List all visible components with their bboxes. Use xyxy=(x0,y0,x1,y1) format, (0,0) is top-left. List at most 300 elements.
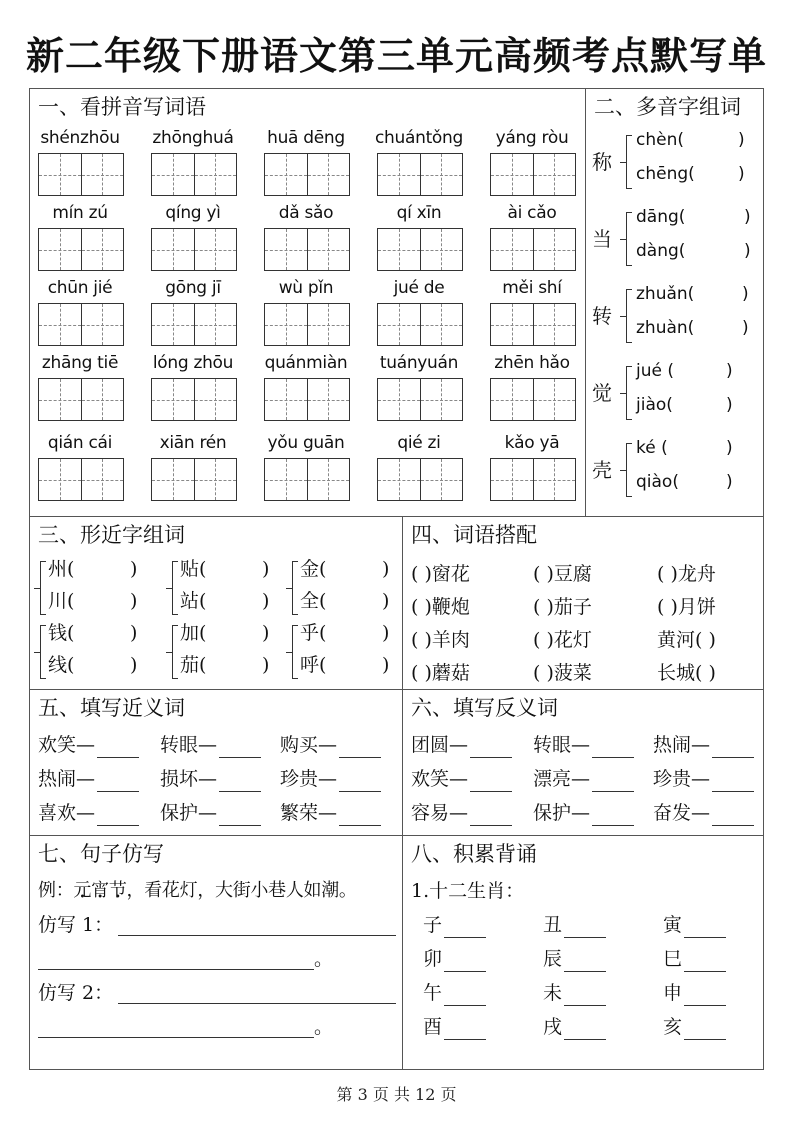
zodiac-row xyxy=(423,980,753,1008)
answer-blank[interactable] xyxy=(592,772,634,792)
word-item xyxy=(653,800,754,826)
pinyin-row xyxy=(38,127,578,202)
tianzige-cell[interactable] xyxy=(82,304,124,345)
tianzige-cell[interactable] xyxy=(491,154,534,195)
answer-blank[interactable] xyxy=(444,1020,486,1040)
tianzige-cell[interactable] xyxy=(82,379,124,420)
answer-blank[interactable] xyxy=(219,738,261,758)
reading-label: dāng( xyxy=(636,207,686,227)
tianzige-cell[interactable] xyxy=(82,154,124,195)
polyphone-char: 当 xyxy=(592,227,612,251)
tianzige-cell[interactable] xyxy=(421,379,463,420)
section-similar-chars xyxy=(30,517,403,690)
tianzige-cell[interactable] xyxy=(265,229,308,270)
matching-row xyxy=(411,594,761,620)
word-row xyxy=(411,766,761,794)
tianzige-box[interactable] xyxy=(38,378,124,421)
tianzige-box[interactable] xyxy=(264,153,350,196)
tianzige-cell[interactable] xyxy=(265,379,308,420)
answer-blank[interactable] xyxy=(592,738,634,758)
word-label: 欢笑— xyxy=(411,768,469,790)
tianzige-cell[interactable] xyxy=(534,154,576,195)
answer-blank[interactable] xyxy=(339,738,381,758)
tianzige-box[interactable] xyxy=(38,303,124,346)
pinyin-label: gōng jī xyxy=(165,278,221,298)
dotted-char: 宵 xyxy=(91,880,109,901)
brace-icon xyxy=(166,561,178,615)
polyphone-reading[interactable] xyxy=(636,129,752,151)
tianzige-box[interactable] xyxy=(377,303,463,346)
tianzige-cell[interactable] xyxy=(195,304,237,345)
tianzige-cell[interactable] xyxy=(491,229,534,270)
section-synonyms xyxy=(30,690,403,836)
word-label: 奋发— xyxy=(653,802,711,824)
answer-blank[interactable] xyxy=(470,806,512,826)
reading-label: jué ( xyxy=(636,361,674,381)
tianzige-cell[interactable] xyxy=(378,304,421,345)
answer-blank[interactable] xyxy=(470,772,512,792)
tianzige-box[interactable] xyxy=(38,228,124,271)
tianzige-cell[interactable] xyxy=(308,154,350,195)
word-label: 欢笑— xyxy=(38,734,96,756)
polyphone-item xyxy=(592,360,762,428)
answer-blank[interactable] xyxy=(712,772,754,792)
tianzige-cell[interactable] xyxy=(39,229,82,270)
brace-icon xyxy=(620,443,632,497)
word-label: 转眼— xyxy=(160,734,218,756)
close-paren: ) xyxy=(726,472,733,492)
similar-char-group xyxy=(34,557,154,623)
section-title: 七、句子仿写 xyxy=(38,842,164,866)
brace-bar xyxy=(292,625,298,679)
pinyin-label: huā dēng xyxy=(267,128,345,148)
tianzige-cell[interactable] xyxy=(308,229,350,270)
answer-blank[interactable] xyxy=(684,1020,726,1040)
brace-icon xyxy=(620,289,632,343)
pinyin-label: wù pǐn xyxy=(278,278,334,298)
word-item xyxy=(38,732,139,758)
brace-bar xyxy=(626,443,632,497)
zodiac-char: 亥 xyxy=(663,1016,683,1038)
answer-line-2a[interactable] xyxy=(118,980,396,1004)
pinyin-label: měi shí xyxy=(502,278,562,298)
pinyin-label: zhēn hǎo xyxy=(494,353,570,373)
word-item xyxy=(653,732,754,758)
tianzige-cell[interactable] xyxy=(534,304,576,345)
tianzige-cell[interactable] xyxy=(378,229,421,270)
brace-bar xyxy=(40,561,46,615)
tianzige-box[interactable] xyxy=(151,458,237,501)
word-label: 保护— xyxy=(160,802,218,824)
tianzige-cell[interactable] xyxy=(491,304,534,345)
similar-char-entry[interactable] xyxy=(180,589,280,613)
answer-blank[interactable] xyxy=(564,1020,606,1040)
answer-blank[interactable] xyxy=(712,738,754,758)
char-label: 乎( xyxy=(300,622,327,644)
imitation-prompt-1: 仿写 1： xyxy=(38,914,114,936)
similar-char-entry[interactable] xyxy=(300,589,400,613)
matching-row xyxy=(411,627,761,653)
pinyin-label: qián cái xyxy=(47,433,113,453)
worksheet-frame xyxy=(29,88,764,1070)
polyphone-reading[interactable] xyxy=(636,206,758,228)
period: 。 xyxy=(314,1016,334,1038)
tianzige-box[interactable] xyxy=(264,228,350,271)
similar-char-entry[interactable] xyxy=(180,557,280,581)
similar-char-entry[interactable] xyxy=(48,589,148,613)
tianzige-cell[interactable] xyxy=(152,229,195,270)
pinyin-label: yáng ròu xyxy=(495,128,569,148)
tianzige-box[interactable] xyxy=(377,153,463,196)
polyphone-char: 转 xyxy=(592,304,612,328)
tianzige-box[interactable] xyxy=(490,458,576,501)
answer-line-1a[interactable] xyxy=(118,912,396,936)
zodiac-row xyxy=(423,1014,753,1042)
tianzige-cell[interactable] xyxy=(265,459,308,500)
word-item xyxy=(160,766,261,792)
brace-icon xyxy=(620,212,632,266)
tianzige-box[interactable] xyxy=(490,303,576,346)
pinyin-label: chūn jié xyxy=(47,278,113,298)
word-label: 珍贵— xyxy=(280,768,338,790)
zodiac-row xyxy=(423,946,753,974)
section-title: 六、填写反义词 xyxy=(411,696,558,720)
close-paren: ) xyxy=(130,654,138,676)
zodiac-item xyxy=(543,980,606,1006)
matching-item[interactable]: 黄河( ) xyxy=(657,629,716,651)
section-title: 三、形近字组词 xyxy=(38,523,185,547)
tianzige-cell[interactable] xyxy=(308,459,350,500)
tianzige-cell[interactable] xyxy=(378,459,421,500)
answer-blank[interactable] xyxy=(684,918,726,938)
pinyin-label: lóng zhōu xyxy=(152,353,234,373)
answer-blank[interactable] xyxy=(564,986,606,1006)
matching-item[interactable]: ( )茄子 xyxy=(533,596,592,618)
answer-blank[interactable] xyxy=(339,772,381,792)
polyphone-char: 壳 xyxy=(592,458,612,482)
similar-char-entry[interactable] xyxy=(300,653,400,677)
answer-blank[interactable] xyxy=(444,986,486,1006)
close-paren: ) xyxy=(130,590,138,612)
char-label: 贴( xyxy=(180,558,207,580)
pinyin-label: ài cǎo xyxy=(507,203,557,223)
tianzige-cell[interactable] xyxy=(265,304,308,345)
tianzige-cell[interactable] xyxy=(82,459,124,500)
zodiac-char: 寅 xyxy=(663,914,683,936)
pinyin-label: mín zú xyxy=(52,203,108,223)
word-item xyxy=(533,800,634,826)
similar-char-entry[interactable] xyxy=(180,653,280,677)
reading-label: ké ( xyxy=(636,438,668,458)
answer-line-1b[interactable] xyxy=(38,946,314,970)
reading-label: jiào( xyxy=(636,395,673,415)
pinyin-label: qíng yì xyxy=(165,203,221,223)
matching-item[interactable]: ( )菠菜 xyxy=(533,662,592,684)
zodiac-char: 戌 xyxy=(543,1016,563,1038)
answer-blank[interactable] xyxy=(339,806,381,826)
tianzige-box[interactable] xyxy=(151,153,237,196)
word-label: 珍贵— xyxy=(653,768,711,790)
tianzige-cell[interactable] xyxy=(534,229,576,270)
section-title: 五、填写近义词 xyxy=(38,696,185,720)
zodiac-char: 子 xyxy=(423,914,443,936)
tianzige-box[interactable] xyxy=(264,378,350,421)
tianzige-box[interactable] xyxy=(264,303,350,346)
tianzige-cell[interactable] xyxy=(308,304,350,345)
tianzige-box[interactable] xyxy=(151,378,237,421)
tianzige-cell[interactable] xyxy=(152,379,195,420)
polyphone-char: 称 xyxy=(592,150,612,174)
matching-row xyxy=(411,561,761,587)
brace-bar xyxy=(292,561,298,615)
pinyin-label: quánmiàn xyxy=(264,353,348,373)
answer-blank[interactable] xyxy=(564,918,606,938)
word-row xyxy=(411,732,761,760)
similar-char-entry[interactable] xyxy=(48,653,148,677)
tianzige-box[interactable] xyxy=(264,458,350,501)
tianzige-box[interactable] xyxy=(377,228,463,271)
brace-bar xyxy=(626,366,632,420)
tianzige-cell[interactable] xyxy=(152,304,195,345)
zodiac-item xyxy=(663,980,726,1006)
zodiac-item xyxy=(423,1014,486,1040)
tianzige-box[interactable] xyxy=(151,303,237,346)
answer-blank[interactable] xyxy=(684,952,726,972)
matching-item[interactable]: 长城( ) xyxy=(657,662,716,684)
pinyin-label: chuántǒng xyxy=(374,128,464,148)
brace-bar xyxy=(626,135,632,189)
tianzige-box[interactable] xyxy=(38,458,124,501)
section-sentence-imitation xyxy=(30,836,403,1069)
similar-char-group xyxy=(34,621,154,687)
similar-char-entry[interactable] xyxy=(48,621,148,645)
tianzige-box[interactable] xyxy=(490,378,576,421)
pinyin-label: shénzhōu xyxy=(40,128,120,148)
word-row xyxy=(38,732,388,760)
pinyin-row xyxy=(38,432,578,507)
polyphone-reading[interactable] xyxy=(636,317,756,339)
similar-char-group xyxy=(166,621,286,687)
page-footer: 第 3 页 共 12 页 xyxy=(336,1085,457,1104)
tianzige-cell[interactable] xyxy=(195,154,237,195)
tianzige-cell[interactable] xyxy=(378,379,421,420)
reading-label: chèn( xyxy=(636,130,684,150)
similar-char-group xyxy=(286,621,406,687)
answer-blank[interactable] xyxy=(97,738,139,758)
polyphone-reading[interactable] xyxy=(636,394,740,416)
close-paren: ) xyxy=(738,130,745,150)
brace-icon xyxy=(34,561,46,615)
word-item xyxy=(411,766,512,792)
polyphone-reading[interactable] xyxy=(636,437,740,459)
similar-char-entry[interactable] xyxy=(300,557,400,581)
answer-line-2b[interactable] xyxy=(38,1014,314,1038)
tianzige-cell[interactable] xyxy=(152,154,195,195)
answer-blank[interactable] xyxy=(219,806,261,826)
word-item xyxy=(533,766,634,792)
example-sentence xyxy=(38,878,357,904)
char-label: 钱( xyxy=(48,622,75,644)
tianzige-cell[interactable] xyxy=(39,304,82,345)
tianzige-cell[interactable] xyxy=(491,379,534,420)
period: 。 xyxy=(314,948,334,970)
answer-blank[interactable] xyxy=(712,806,754,826)
tianzige-cell[interactable] xyxy=(195,459,237,500)
word-item xyxy=(411,800,512,826)
word-item xyxy=(280,800,381,826)
example-rest: ，看花灯，大街小巷人如潮。 xyxy=(126,880,357,901)
close-paren: ) xyxy=(382,622,390,644)
close-paren: ) xyxy=(262,654,270,676)
polyphone-reading[interactable] xyxy=(636,240,758,262)
word-item xyxy=(160,800,261,826)
polyphone-reading[interactable] xyxy=(636,283,756,305)
close-paren: ) xyxy=(726,361,733,381)
matching-item[interactable]: ( )月饼 xyxy=(657,596,716,618)
tianzige-cell[interactable] xyxy=(39,459,82,500)
zodiac-item xyxy=(663,912,726,938)
brace-icon xyxy=(286,625,298,679)
answer-blank[interactable] xyxy=(444,918,486,938)
close-paren: ) xyxy=(742,284,749,304)
pinyin-label: yǒu guān xyxy=(267,433,345,453)
answer-blank[interactable] xyxy=(564,952,606,972)
tianzige-box[interactable] xyxy=(490,228,576,271)
tianzige-cell[interactable] xyxy=(378,154,421,195)
char-label: 茄( xyxy=(180,654,207,676)
close-paren: ) xyxy=(382,590,390,612)
close-paren: ) xyxy=(726,438,733,458)
matching-item[interactable]: ( )龙舟 xyxy=(657,563,716,585)
zodiac-item xyxy=(543,1014,606,1040)
reading-label: dàng( xyxy=(636,241,686,261)
answer-blank[interactable] xyxy=(684,986,726,1006)
zodiac-char: 丑 xyxy=(543,914,563,936)
polyphone-reading[interactable] xyxy=(636,163,752,185)
tianzige-cell[interactable] xyxy=(491,459,534,500)
zodiac-item xyxy=(663,946,726,972)
word-label: 漂亮— xyxy=(533,768,591,790)
similar-char-entry[interactable] xyxy=(48,557,148,581)
char-label: 呼( xyxy=(300,654,327,676)
char-label: 加( xyxy=(180,622,207,644)
word-row xyxy=(411,800,761,828)
matching-item[interactable]: ( )鞭炮 xyxy=(411,596,470,618)
pinyin-row xyxy=(38,277,578,352)
section-recitation xyxy=(403,836,764,1069)
matching-item[interactable]: ( )豆腐 xyxy=(533,563,592,585)
tianzige-cell[interactable] xyxy=(82,229,124,270)
answer-blank[interactable] xyxy=(219,772,261,792)
zodiac-item xyxy=(663,1014,726,1040)
zodiac-item xyxy=(423,946,486,972)
reading-label: zhuǎn( xyxy=(636,284,695,304)
tianzige-cell[interactable] xyxy=(421,304,463,345)
section-title: 一、看拼音写词语 xyxy=(38,95,206,119)
close-paren: ) xyxy=(744,207,751,227)
matching-item[interactable]: ( )羊肉 xyxy=(411,629,470,651)
answer-blank[interactable] xyxy=(470,738,512,758)
tianzige-cell[interactable] xyxy=(308,379,350,420)
tianzige-box[interactable] xyxy=(377,378,463,421)
similar-char-entry[interactable] xyxy=(300,621,400,645)
tianzige-cell[interactable] xyxy=(195,229,237,270)
close-paren: ) xyxy=(262,590,270,612)
word-item xyxy=(653,766,754,792)
answer-blank[interactable] xyxy=(97,806,139,826)
tianzige-cell[interactable] xyxy=(39,154,82,195)
polyphone-item xyxy=(592,206,762,274)
word-label: 喜欢— xyxy=(38,802,96,824)
answer-blank[interactable] xyxy=(97,772,139,792)
answer-blank[interactable] xyxy=(444,952,486,972)
close-paren: ) xyxy=(130,558,138,580)
word-item xyxy=(38,766,139,792)
word-label: 容易— xyxy=(411,802,469,824)
tianzige-cell[interactable] xyxy=(534,379,576,420)
word-item xyxy=(280,732,381,758)
char-label: 州( xyxy=(48,558,75,580)
polyphone-item xyxy=(592,129,762,197)
imitation-prompt-2: 仿写 2： xyxy=(38,982,114,1004)
zodiac-row xyxy=(423,912,753,940)
polyphone-reading[interactable] xyxy=(636,471,740,493)
word-label: 转眼— xyxy=(533,734,591,756)
tianzige-box[interactable] xyxy=(490,153,576,196)
char-label: 金( xyxy=(300,558,327,580)
brace-bar xyxy=(40,625,46,679)
matching-item[interactable]: ( )花灯 xyxy=(533,629,592,651)
tianzige-box[interactable] xyxy=(377,458,463,501)
tianzige-cell[interactable] xyxy=(534,459,576,500)
tianzige-box[interactable] xyxy=(38,153,124,196)
matching-item[interactable]: ( )窗花 xyxy=(411,563,470,585)
word-label: 保护— xyxy=(533,802,591,824)
tianzige-cell[interactable] xyxy=(195,379,237,420)
tianzige-cell[interactable] xyxy=(421,229,463,270)
pinyin-label: tuányuán xyxy=(379,353,459,373)
word-item xyxy=(160,732,261,758)
brace-icon xyxy=(166,625,178,679)
tianzige-cell[interactable] xyxy=(421,459,463,500)
zodiac-item xyxy=(543,912,606,938)
tianzige-cell[interactable] xyxy=(421,154,463,195)
polyphone-item xyxy=(592,437,762,505)
reading-label: chēng( xyxy=(636,164,695,184)
word-label: 热闹— xyxy=(653,734,711,756)
brace-bar xyxy=(626,289,632,343)
section-pinyin xyxy=(30,89,586,517)
tianzige-cell[interactable] xyxy=(152,459,195,500)
word-row xyxy=(38,800,388,828)
word-item xyxy=(533,732,634,758)
zodiac-char: 酉 xyxy=(423,1016,443,1038)
tianzige-box[interactable] xyxy=(151,228,237,271)
pinyin-label: qí xīn xyxy=(396,203,442,223)
answer-blank[interactable] xyxy=(592,806,634,826)
brace-icon xyxy=(286,561,298,615)
pinyin-label: qié zi xyxy=(397,433,441,453)
similar-char-entry[interactable] xyxy=(180,621,280,645)
zodiac-char: 巳 xyxy=(663,948,683,970)
matching-item[interactable]: ( )蘑菇 xyxy=(411,662,470,684)
word-item xyxy=(411,732,512,758)
polyphone-reading[interactable] xyxy=(636,360,740,382)
brace-bar xyxy=(172,625,178,679)
char-label: 站( xyxy=(180,590,207,612)
tianzige-cell[interactable] xyxy=(39,379,82,420)
tianzige-cell[interactable] xyxy=(265,154,308,195)
